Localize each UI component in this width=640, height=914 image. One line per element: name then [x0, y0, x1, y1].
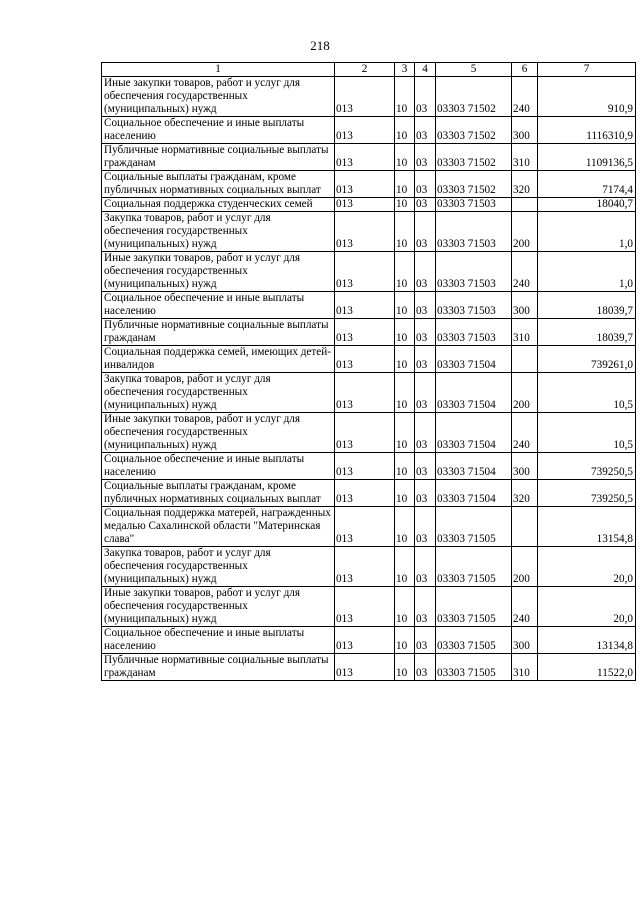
row-section-cell: 10 — [395, 212, 415, 252]
row-name-cell: Социальные выплаты гражданам, кроме публичных нормативных социальных выплат — [102, 171, 335, 198]
budget-table — [101, 62, 636, 681]
row-name-cell: Публичные нормативные социальные выплаты гражданам — [102, 144, 335, 171]
row-code-admin-cell: 013 — [335, 319, 395, 346]
row-target-article-cell: 03303 71503 — [436, 212, 512, 252]
row-section-cell: 10 — [395, 144, 415, 171]
row-amount-cell: 1116310,9 — [538, 117, 636, 144]
row-expense-type-cell — [512, 198, 538, 212]
row-amount-cell: 739250,5 — [538, 453, 636, 480]
row-code-admin-cell: 013 — [335, 171, 395, 198]
row-name-cell: Социальные выплаты гражданам, кроме публичных нормативных социальных выплат — [102, 480, 335, 507]
row-target-article-cell: 03303 71503 — [436, 292, 512, 319]
row-name-cell: Социальное обеспечение и иные выплаты населению — [102, 292, 335, 319]
row-expense-type-cell: 200 — [512, 373, 538, 413]
header-cell: 6 — [512, 63, 538, 77]
row-code-admin-cell: 013 — [335, 144, 395, 171]
row-target-article-cell: 03303 71504 — [436, 373, 512, 413]
row-target-article-cell: 03303 71502 — [436, 144, 512, 171]
row-name-cell: Публичные нормативные социальные выплаты гражданам — [102, 654, 335, 681]
row-name-cell: Иные закупки товаров, работ и услуг для обеспечения государственных (муниципальных) нужд — [102, 413, 335, 453]
row-expense-type-cell: 300 — [512, 117, 538, 144]
header-cell: 3 — [395, 63, 415, 77]
row-name-cell: Иные закупки товаров, работ и услуг для обеспечения государственных (муниципальных) нужд — [102, 252, 335, 292]
table-row — [102, 252, 636, 292]
row-code-admin-cell: 013 — [335, 252, 395, 292]
row-subsection-cell: 03 — [415, 373, 436, 413]
row-subsection-cell: 03 — [415, 480, 436, 507]
row-amount-cell: 13134,8 — [538, 627, 636, 654]
row-expense-type-cell: 300 — [512, 453, 538, 480]
row-name-cell: Социальное обеспечение и иные выплаты населению — [102, 627, 335, 654]
row-name-cell: Публичные нормативные социальные выплаты гражданам — [102, 319, 335, 346]
row-expense-type-cell: 240 — [512, 77, 538, 117]
row-amount-cell: 20,0 — [538, 547, 636, 587]
header-cell: 5 — [436, 63, 512, 77]
row-code-admin-cell: 013 — [335, 547, 395, 587]
row-section-cell: 10 — [395, 198, 415, 212]
row-name-cell: Социальная поддержка семей, имеющих детей-инвалидов — [102, 346, 335, 373]
row-amount-cell: 1,0 — [538, 212, 636, 252]
row-code-admin-cell: 013 — [335, 587, 395, 627]
row-subsection-cell: 03 — [415, 654, 436, 681]
row-name-cell: Социальное обеспечение и иные выплаты населению — [102, 453, 335, 480]
row-code-admin-cell: 013 — [335, 507, 395, 547]
row-amount-cell: 1,0 — [538, 252, 636, 292]
row-subsection-cell: 03 — [415, 117, 436, 144]
row-expense-type-cell: 240 — [512, 587, 538, 627]
table-row — [102, 507, 636, 547]
row-subsection-cell: 03 — [415, 171, 436, 198]
row-name-cell: Иные закупки товаров, работ и услуг для обеспечения государственных (муниципальных) нужд — [102, 587, 335, 627]
row-subsection-cell: 03 — [415, 252, 436, 292]
row-name-cell: Социальное обеспечение и иные выплаты населению — [102, 117, 335, 144]
row-section-cell: 10 — [395, 373, 415, 413]
row-amount-cell: 10,5 — [538, 413, 636, 453]
row-section-cell: 10 — [395, 346, 415, 373]
row-name-cell: Закупка товаров, работ и услуг для обеспечения государственных (муниципальных) нужд — [102, 373, 335, 413]
row-expense-type-cell — [512, 507, 538, 547]
table-row — [102, 587, 636, 627]
header-cell: 2 — [335, 63, 395, 77]
header-row — [102, 63, 636, 77]
header-cell: 7 — [538, 63, 636, 77]
row-subsection-cell: 03 — [415, 507, 436, 547]
row-name-cell: Закупка товаров, работ и услуг для обеспечения государственных (муниципальных) нужд — [102, 547, 335, 587]
row-subsection-cell: 03 — [415, 453, 436, 480]
row-expense-type-cell: 200 — [512, 212, 538, 252]
table-row — [102, 171, 636, 198]
table-row — [102, 627, 636, 654]
row-section-cell: 10 — [395, 171, 415, 198]
table-row — [102, 373, 636, 413]
row-subsection-cell: 03 — [415, 413, 436, 453]
table-row — [102, 198, 636, 212]
row-code-admin-cell: 013 — [335, 292, 395, 319]
row-target-article-cell: 03303 71502 — [436, 77, 512, 117]
row-expense-type-cell: 240 — [512, 413, 538, 453]
page-number: 218 — [310, 38, 330, 53]
row-target-article-cell: 03303 71505 — [436, 587, 512, 627]
row-amount-cell: 18039,7 — [538, 319, 636, 346]
row-expense-type-cell: 310 — [512, 654, 538, 681]
row-section-cell: 10 — [395, 587, 415, 627]
row-amount-cell: 13154,8 — [538, 507, 636, 547]
row-section-cell: 10 — [395, 413, 415, 453]
row-subsection-cell: 03 — [415, 77, 436, 117]
row-expense-type-cell — [512, 346, 538, 373]
row-section-cell: 10 — [395, 117, 415, 144]
table-row — [102, 413, 636, 453]
row-code-admin-cell: 013 — [335, 413, 395, 453]
row-target-article-cell: 03303 71504 — [436, 453, 512, 480]
row-subsection-cell: 03 — [415, 212, 436, 252]
row-code-admin-cell: 013 — [335, 346, 395, 373]
row-expense-type-cell: 240 — [512, 252, 538, 292]
row-expense-type-cell: 320 — [512, 480, 538, 507]
row-name-cell: Иные закупки товаров, работ и услуг для обеспечения государственных (муниципальных) нужд — [102, 77, 335, 117]
row-section-cell: 10 — [395, 547, 415, 587]
row-expense-type-cell: 310 — [512, 144, 538, 171]
table-row — [102, 654, 636, 681]
table-row — [102, 319, 636, 346]
row-section-cell: 10 — [395, 507, 415, 547]
row-amount-cell: 1109136,5 — [538, 144, 636, 171]
table-row — [102, 480, 636, 507]
row-section-cell: 10 — [395, 252, 415, 292]
row-section-cell: 10 — [395, 453, 415, 480]
row-subsection-cell: 03 — [415, 198, 436, 212]
header-cell: 4 — [415, 63, 436, 77]
table-row — [102, 547, 636, 587]
row-target-article-cell: 03303 71505 — [436, 547, 512, 587]
row-target-article-cell: 03303 71505 — [436, 654, 512, 681]
row-target-article-cell: 03303 71504 — [436, 346, 512, 373]
table-row — [102, 292, 636, 319]
row-code-admin-cell: 013 — [335, 627, 395, 654]
table-row — [102, 453, 636, 480]
row-target-article-cell: 03303 71503 — [436, 319, 512, 346]
row-code-admin-cell: 013 — [335, 373, 395, 413]
header-cell: 1 — [102, 63, 335, 77]
row-name-cell: Социальная поддержка матерей, награжденных медалью Сахалинской области "Материнская слава" — [102, 507, 335, 547]
row-code-admin-cell: 013 — [335, 117, 395, 144]
table-row — [102, 346, 636, 373]
row-subsection-cell: 03 — [415, 627, 436, 654]
row-target-article-cell: 03303 71504 — [436, 480, 512, 507]
row-code-admin-cell: 013 — [335, 480, 395, 507]
row-expense-type-cell: 300 — [512, 627, 538, 654]
row-section-cell: 10 — [395, 77, 415, 117]
row-subsection-cell: 03 — [415, 292, 436, 319]
row-code-admin-cell: 013 — [335, 453, 395, 480]
row-target-article-cell: 03303 71502 — [436, 171, 512, 198]
row-code-admin-cell: 013 — [335, 212, 395, 252]
row-subsection-cell: 03 — [415, 319, 436, 346]
row-section-cell: 10 — [395, 319, 415, 346]
row-amount-cell: 18039,7 — [538, 292, 636, 319]
row-expense-type-cell: 300 — [512, 292, 538, 319]
row-amount-cell: 11522,0 — [538, 654, 636, 681]
table-row — [102, 117, 636, 144]
row-amount-cell: 739250,5 — [538, 480, 636, 507]
row-target-article-cell: 03303 71502 — [436, 117, 512, 144]
row-target-article-cell: 03303 71503 — [436, 198, 512, 212]
row-name-cell: Закупка товаров, работ и услуг для обеспечения государственных (муниципальных) нужд — [102, 212, 335, 252]
row-target-article-cell: 03303 71503 — [436, 252, 512, 292]
row-name-cell: Социальная поддержка студенческих семей — [102, 198, 335, 212]
row-target-article-cell: 03303 71504 — [436, 413, 512, 453]
row-code-admin-cell: 013 — [335, 77, 395, 117]
row-section-cell: 10 — [395, 292, 415, 319]
table-row — [102, 212, 636, 252]
row-code-admin-cell: 013 — [335, 198, 395, 212]
row-subsection-cell: 03 — [415, 587, 436, 627]
row-subsection-cell: 03 — [415, 144, 436, 171]
row-expense-type-cell: 200 — [512, 547, 538, 587]
row-subsection-cell: 03 — [415, 346, 436, 373]
table-row — [102, 77, 636, 117]
row-section-cell: 10 — [395, 627, 415, 654]
row-amount-cell: 18040,7 — [538, 198, 636, 212]
row-amount-cell: 10,5 — [538, 373, 636, 413]
row-expense-type-cell: 320 — [512, 171, 538, 198]
table-row — [102, 144, 636, 171]
row-expense-type-cell: 310 — [512, 319, 538, 346]
row-amount-cell: 910,9 — [538, 77, 636, 117]
row-amount-cell: 20,0 — [538, 587, 636, 627]
row-subsection-cell: 03 — [415, 547, 436, 587]
row-code-admin-cell: 013 — [335, 654, 395, 681]
row-amount-cell: 7174,4 — [538, 171, 636, 198]
row-section-cell: 10 — [395, 654, 415, 681]
row-amount-cell: 739261,0 — [538, 346, 636, 373]
row-target-article-cell: 03303 71505 — [436, 507, 512, 547]
row-section-cell: 10 — [395, 480, 415, 507]
row-target-article-cell: 03303 71505 — [436, 627, 512, 654]
